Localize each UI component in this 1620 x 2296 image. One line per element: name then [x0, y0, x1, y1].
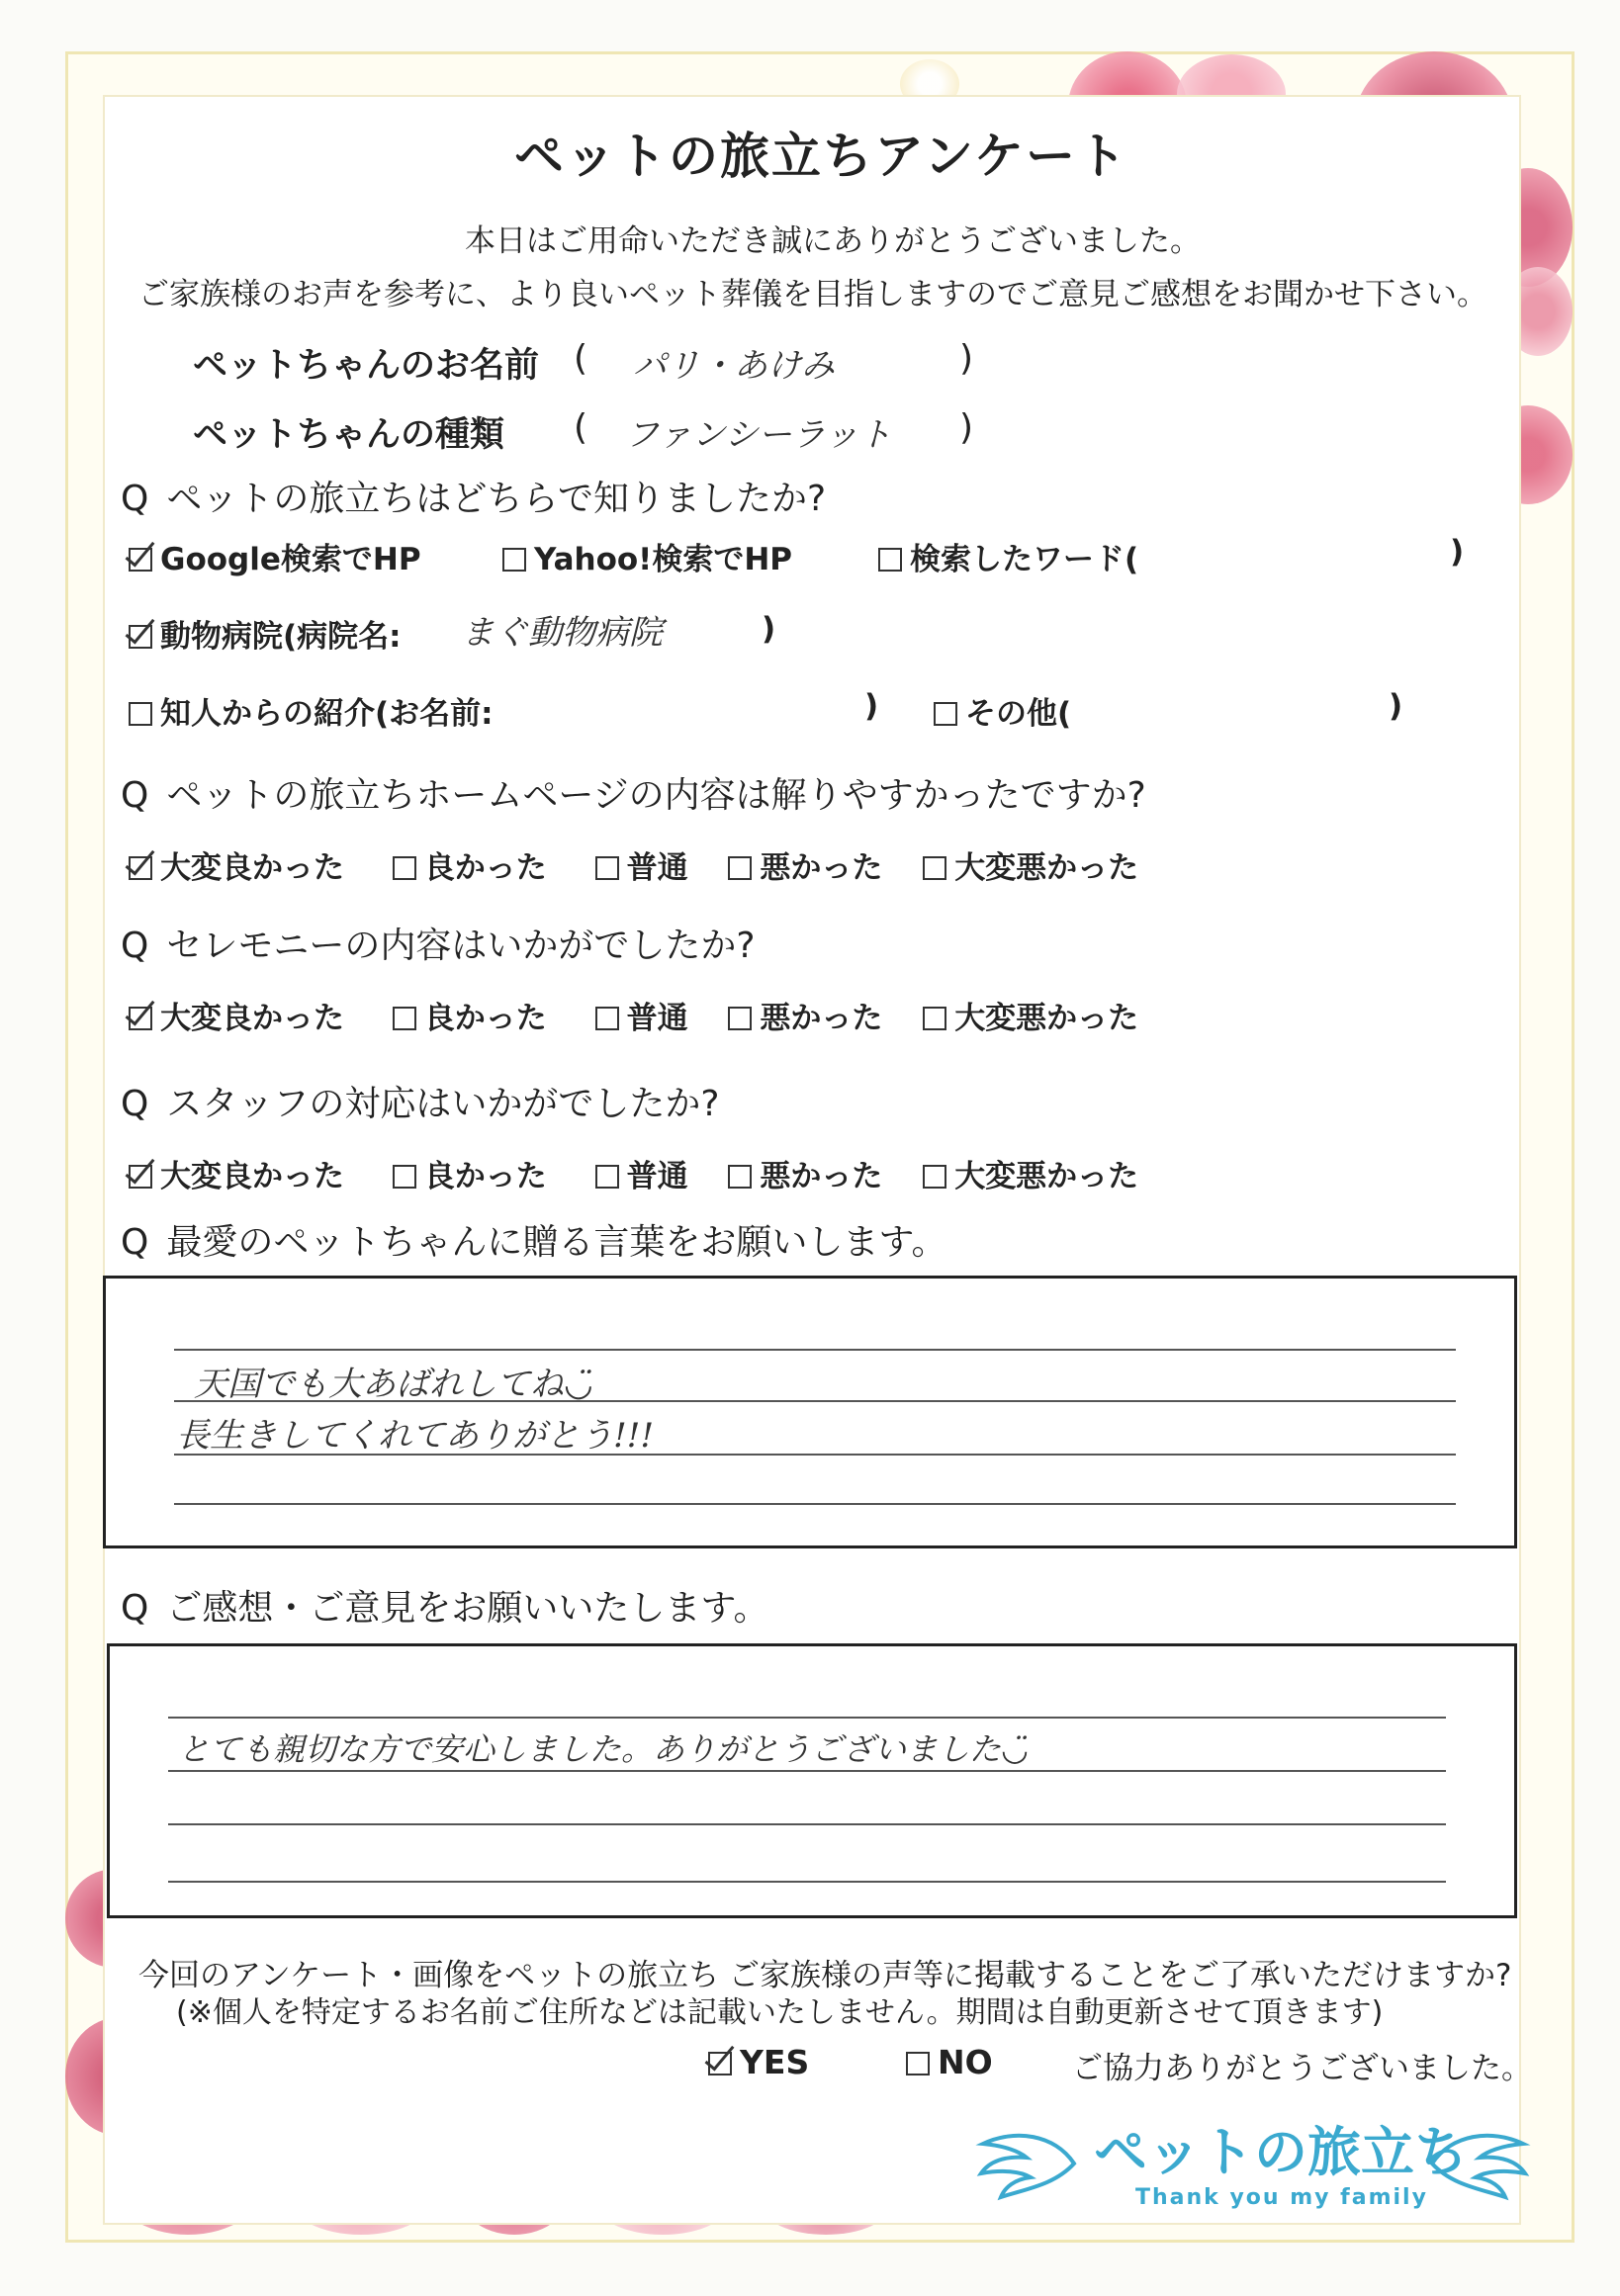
pet-type-open: (: [574, 407, 588, 448]
checkbox-icon[interactable]: [393, 1165, 416, 1189]
intro-line-1: 本日はご用命いただき誠にありがとうございました。: [465, 223, 1201, 259]
option-label: 動物病院(病院名:: [160, 619, 402, 655]
checkbox-icon[interactable]: [728, 1007, 752, 1030]
question-text: ペットの旅立ちホームページの内容は解りやすかったですか?: [166, 775, 1146, 816]
option-friend-close: ): [864, 688, 879, 724]
rating-row-staff: [129, 1151, 1138, 1195]
question-prefix: Q: [121, 1084, 149, 1124]
rating-label: 良かった: [423, 1159, 547, 1194]
rating-label: 大変良かった: [160, 1001, 344, 1036]
rating-option[interactable]: [129, 1159, 344, 1194]
answer-line: [168, 1770, 1446, 1772]
checkbox-icon[interactable]: [393, 856, 416, 880]
option-other[interactable]: [934, 688, 1071, 733]
checkbox-icon[interactable]: [708, 2052, 732, 2075]
logo-name: ペットの旅立ち: [1094, 2121, 1468, 2183]
question-text: スタッフの対応はいかがでしたか?: [166, 1084, 720, 1124]
consent-yes-label: YES: [740, 2043, 810, 2081]
checkbox-icon[interactable]: [728, 856, 752, 880]
option-friend[interactable]: [129, 688, 494, 733]
message-answer-line-1: 天国でも大あばれしてね◡̈: [194, 1365, 593, 1404]
pet-type-label: ペットちゃんの種類: [193, 415, 505, 455]
checkbox-icon[interactable]: [878, 548, 902, 572]
rating-option[interactable]: [728, 1001, 882, 1036]
checkbox-icon[interactable]: [595, 1007, 619, 1030]
option-label: 検索したワード(: [910, 542, 1139, 577]
wing-left-icon: [975, 2124, 1084, 2203]
pet-name-label: ペットちゃんのお名前: [193, 346, 540, 386]
thanks-text: ご協力ありがとうございました。: [1072, 2051, 1532, 2086]
rating-label: 普通: [626, 1159, 688, 1194]
rating-option[interactable]: [923, 1159, 1138, 1194]
option-hospital-close: ): [762, 611, 776, 647]
checkbox-icon[interactable]: [923, 1165, 946, 1189]
checkbox-icon[interactable]: [129, 856, 152, 880]
rating-option[interactable]: [393, 1159, 547, 1194]
option-hospital[interactable]: [129, 611, 402, 656]
option-search-word[interactable]: [878, 534, 1138, 578]
checkbox-icon[interactable]: [728, 1165, 752, 1189]
rating-label: 大変悪かった: [954, 1159, 1139, 1194]
rating-label: 大変良かった: [160, 1159, 344, 1194]
question-source: [121, 471, 826, 521]
rating-option[interactable]: [728, 850, 882, 886]
checkbox-icon[interactable]: [502, 548, 526, 572]
question-staff: [121, 1076, 719, 1126]
intro-line-2: ご家族様のお声を参考に、より良いペット葬儀を目指しますのでご意見ご感想をお聞かせ下さい。: [138, 277, 1487, 312]
question-text: ペットの旅立ちはどちらで知りましたか?: [166, 479, 827, 519]
feedback-answer-line-1: とても親切な方で安心しました。ありがとうございました◡̈: [178, 1730, 1029, 1768]
consent-yes[interactable]: [708, 2043, 809, 2081]
checkbox-icon[interactable]: [595, 1165, 619, 1189]
checkbox-icon[interactable]: [393, 1007, 416, 1030]
rating-option[interactable]: [595, 1001, 688, 1036]
logo-tagline: Thank you my family: [1135, 2185, 1428, 2210]
question-message: [121, 1214, 946, 1265]
checkbox-icon[interactable]: [923, 856, 946, 880]
pet-name-value[interactable]: パリ・あけみ: [633, 346, 835, 386]
question-homepage: [121, 767, 1146, 818]
rating-option[interactable]: [595, 1159, 688, 1194]
rating-label: 大変悪かった: [954, 850, 1139, 886]
answer-line: [174, 1503, 1456, 1505]
checkbox-icon[interactable]: [595, 856, 619, 880]
rating-label: 悪かった: [760, 1159, 883, 1194]
rating-label: 普通: [626, 1001, 688, 1036]
option-label: その他(: [965, 696, 1072, 732]
rating-row-homepage: [129, 842, 1138, 887]
rating-label: 普通: [626, 850, 688, 886]
consent-no-label: NO: [938, 2043, 993, 2081]
option-other-close: ): [1389, 688, 1403, 724]
question-prefix: Q: [121, 1588, 149, 1629]
rating-label: 良かった: [423, 850, 547, 886]
wing-right-icon: [1422, 2124, 1531, 2203]
checkbox-icon[interactable]: [129, 548, 152, 572]
answer-line: [168, 1823, 1446, 1825]
rating-option[interactable]: [728, 1159, 882, 1194]
question-prefix: Q: [121, 926, 149, 966]
option-label: Google検索でHP: [160, 542, 421, 577]
question-text: 最愛のペットちゃんに贈る言葉をお願いします。: [166, 1222, 947, 1263]
pet-type-close: ): [959, 407, 974, 448]
question-prefix: Q: [121, 479, 149, 519]
checkbox-icon[interactable]: [906, 2052, 930, 2075]
answer-line: [174, 1349, 1456, 1351]
checkbox-icon[interactable]: [129, 625, 152, 649]
question-ceremony: [121, 918, 755, 968]
checkbox-icon[interactable]: [129, 1165, 152, 1189]
rating-option[interactable]: [129, 850, 344, 886]
rating-option[interactable]: [595, 850, 688, 886]
rating-label: 良かった: [423, 1001, 547, 1036]
checkbox-icon[interactable]: [923, 1007, 946, 1030]
option-label: 知人からの紹介(お名前:: [160, 696, 494, 732]
rating-option[interactable]: [393, 850, 547, 886]
consent-note: (※個人を特定するお名前ご住所などは記載いたしません。期間は自動更新させて頂きます): [176, 1995, 1384, 2030]
rating-row-ceremony: [129, 993, 1138, 1037]
pet-name-open: (: [574, 338, 588, 379]
option-label: Yahoo!検索でHP: [534, 542, 792, 577]
question-prefix: Q: [121, 775, 149, 816]
consent-question: 今回のアンケート・画像をペットの旅立ち ご家族様の声等に掲載することをご了承いただけますか?: [138, 1958, 1512, 1993]
feedback-answer-box[interactable]: [107, 1643, 1517, 1918]
pet-name-close: ): [959, 338, 974, 379]
option-yahoo[interactable]: [502, 534, 792, 578]
page-title: ペットの旅立ちアンケート: [514, 128, 1128, 185]
rating-label: 悪かった: [760, 1001, 883, 1036]
rating-label: 大変良かった: [160, 850, 344, 886]
answer-line: [168, 1717, 1446, 1719]
rating-option[interactable]: [923, 850, 1138, 886]
rating-option[interactable]: [129, 1001, 344, 1036]
consent-no[interactable]: [906, 2043, 993, 2081]
question-feedback: [121, 1580, 768, 1631]
checkbox-icon[interactable]: [129, 702, 152, 726]
rating-option[interactable]: [923, 1001, 1138, 1036]
option-google[interactable]: [129, 534, 421, 578]
rating-label: 悪かった: [760, 850, 883, 886]
checkbox-icon[interactable]: [129, 1007, 152, 1030]
rating-option[interactable]: [393, 1001, 547, 1036]
answer-line: [168, 1881, 1446, 1883]
hospital-name-value[interactable]: まぐ動物病院: [461, 613, 663, 653]
option-search-word-close: ): [1450, 534, 1465, 570]
message-answer-line-2: 長生きしてくれてありがとう!!!: [176, 1416, 654, 1456]
question-text: セレモニーの内容はいかがでしたか?: [166, 926, 756, 966]
question-text: ご感想・ご意見をお願いいたします。: [166, 1588, 769, 1629]
pet-type-value[interactable]: ファンシーラット: [625, 415, 892, 455]
checkbox-icon[interactable]: [934, 702, 957, 726]
question-prefix: Q: [121, 1222, 149, 1263]
rating-label: 大変悪かった: [954, 1001, 1139, 1036]
